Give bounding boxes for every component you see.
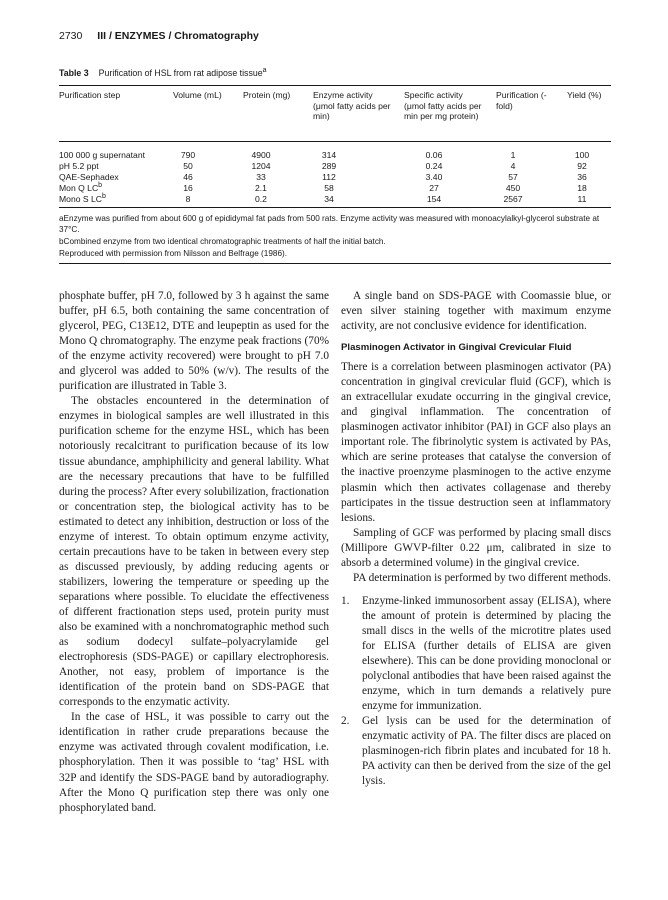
- row-footnote-mark: b: [98, 182, 103, 190]
- table-cell: 112: [322, 172, 336, 182]
- right-paragraph-1: A single band on SDS-PAGE with Coomassie blue, or even silver staining together with maximum enzyme activity, are not conclusive evidence for identification.: [341, 290, 611, 333]
- table-cell: 3.40: [425, 172, 443, 182]
- table-cell: 790: [180, 150, 196, 160]
- table-cell: 50: [183, 161, 193, 171]
- table-cell: 450: [505, 183, 521, 193]
- left-paragraph-1: phosphate buffer, pH 7.0, followed by 3 h against the same buffer, pH 6.5, both containing the same concentration of glycerol, PEG, C13E12, DTE and leupeptin as used for the Mono Q chromatography. The enzyme peak fractions (70% of the enzyme activity recovered) were brought to pH 7.0 and glycerol was added to 50% (w/v). The results of the purification are illustrated in Table 3.: [59, 290, 329, 393]
- running-head-title: III / ENZYMES / Chromatography: [97, 30, 259, 42]
- table-cell: 92: [577, 161, 587, 171]
- table-cell: pH 5.2 ppt: [59, 161, 99, 171]
- list-item-number: 1.: [341, 594, 350, 607]
- right-paragraph-4: PA determination is performed by two different methods.: [353, 571, 611, 584]
- table-cell: 57: [508, 172, 518, 182]
- table-cell: 100: [574, 150, 590, 160]
- list-item-number: 2.: [341, 715, 350, 728]
- table-footnote-b: bCombined enzyme from two identical chromatographic treatments of half the initial batch.: [59, 237, 386, 246]
- table-cell: 4: [510, 161, 516, 171]
- table-cell: 0.06: [425, 150, 443, 160]
- table-cell: 27: [429, 183, 439, 193]
- list-item-text: Gel lysis can be used for the determination of enzymatic activity of PA. The filter discs are placed on plasminogen-rich fibrin plates and incubated for 18 h. PA activity can then be derived from the size of the gel lysis.: [362, 715, 611, 788]
- col-header-enzyme-activity: Enzyme activity (μmol fatty acids per min): [313, 90, 391, 122]
- methods-list: [341, 594, 611, 790]
- table-cell: 11: [577, 194, 587, 204]
- table-source-note: Reproduced with permission from Nilsson and Belfrage (1986).: [59, 249, 287, 258]
- col-header-purification: Purification (-fold): [496, 90, 547, 111]
- left-column: [59, 289, 329, 816]
- table-cell: 36: [577, 172, 587, 182]
- list-item: [341, 594, 611, 714]
- table-cell: Mono S $LC^b$: [59, 193, 106, 204]
- col-header-specific-activity: Specific activity (μmol fatty acids per min per mg protein): [404, 90, 482, 122]
- table-cell: QAE-Sephadex: [59, 172, 119, 182]
- col-header-step: Purification step: [59, 90, 121, 100]
- table-cell: 1: [510, 150, 516, 160]
- table-cell: 289: [321, 161, 337, 171]
- col-header-protein: Protein (mg): [243, 90, 291, 100]
- table-cell: 154: [426, 194, 442, 204]
- table-cell: Mon Q $LC^b$: [59, 182, 103, 193]
- right-paragraph-2: There is a correlation between plasminogen activator (PA) concentration in gingival crevicular fluid (GCF), which is an extracellular exudate occurring in the gingival crevice, and gingival inflammation. The concentration of plasminogen activator inhibitor (PAI) in GCF also plays an important role. The fibrinolytic system is activated by PAs, which are serine proteases that catalyse the conversion of the inactive proenzyme plasminogen to the active enzyme plasmin which then activates collagenase and thereby participates in the tissue destruction seen at inflammatory lesions.: [341, 361, 611, 524]
- left-paragraph-3: In the case of HSL, it was possible to carry out the identification in rather crude preparations because the enzyme was activated through covalent modification, i.e. phosphorylation. Then it was possible to ‘tag’ HSL with 32P and identify the SDS-PAGE band by autoradiography. After the Mono Q purification step there was only one phosphorylated band.: [59, 711, 329, 814]
- page-number: 2730: [59, 30, 83, 42]
- col-header-yield: Yield (%): [567, 90, 602, 100]
- table-cell: 46: [183, 172, 193, 182]
- col-header-volume: Volume (mL): [173, 90, 222, 100]
- table-top-rule: [59, 85, 611, 86]
- right-paragraph-3: Sampling of GCF was performed by placing small discs (Millipore GWVP-filter 0.22 μm, calibrated in size to absorb a determined volume) in the gingival crevice.: [341, 526, 611, 569]
- caption-footnote-mark: a: [262, 67, 267, 75]
- table-cell: 0.24: [425, 161, 443, 171]
- table-cell: 1204: [251, 161, 271, 171]
- table-cell: 100 000 g supernatant: [59, 150, 146, 160]
- table-cell: 16: [183, 183, 193, 193]
- table-cell: 58: [324, 183, 334, 193]
- table-cell: 314: [321, 150, 337, 160]
- section-heading: Plasminogen Activator in Gingival Crevicular Fluid: [341, 342, 572, 354]
- table-footnote-a: aEnzyme was purified from about 600 g of epididymal fat pads from 500 rats. Enzyme activity was measured with monoacylalkyl-glycerol substrate at 37°C.: [59, 214, 600, 234]
- table-cell: 18: [577, 183, 587, 193]
- list-item-text: Enzyme-linked immunosorbent assay (ELISA), where the amount of protein is determined by placing the small discs in the wells of the microtitre plates used for ELISA (further details of ELISA are given elsewhere). This can be done providing monoclonal or polyclonal antibodies that have been raised against the enzyme, which in turn demands a relatively pure enzyme for immunization.: [362, 594, 611, 713]
- list-item: [341, 714, 611, 789]
- table-cell: 2567: [503, 194, 523, 204]
- running-header: [59, 30, 259, 42]
- table-caption: [59, 68, 267, 78]
- table-cell: 8: [185, 194, 191, 204]
- table-header-rule: [59, 141, 611, 142]
- table-label: Table 3: [59, 68, 89, 78]
- table-cell: 33: [256, 172, 266, 182]
- table-cell: 2.1: [255, 183, 267, 193]
- table-cell: 0.2: [255, 194, 267, 204]
- row-footnote-mark: b: [102, 193, 106, 201]
- table-cell: 34: [324, 194, 334, 204]
- right-column: [341, 289, 611, 789]
- table-cell: 4900: [251, 150, 271, 160]
- left-paragraph-2: The obstacles encountered in the determination of enzymes in biological samples are well illustrated in this purification scheme for the enzyme HSL, which has been notoriously recalcitrant to purification because of its low tissue abundance, amphiphilicity and general lability. What are the necessary precautions that have to be fulfilled during the process? After every solubilization, fractionation or concentration step, the biological activity has to be estimated to detect any inhibition, destruction or loss of the enzyme of interest. To obtain optimum enzyme activity, certain precautions have to be taken in between every step as discussed previously, by adding reducing agents or stabilizers, lowering the temperature or speeding up the separations where possible. To elucidate the effectiveness of different fractionation steps used, protein purity must also be examined with a nonchromatographic method such as sodium dodecyl sulfate–polyacrylamide gel electrophoresis (SDS-PAGE) or capillary electrophoresis. Another, not easy, problem of importance is the identification of the protein band on SDS-PAGE that corresponds to the enzymatic activity.: [59, 395, 329, 709]
- table-caption-text: Purification of HSL from rat adipose tissue: [98, 68, 263, 78]
- table-bottom-rule: [59, 207, 611, 208]
- footnote-bottom-rule: [59, 263, 611, 264]
